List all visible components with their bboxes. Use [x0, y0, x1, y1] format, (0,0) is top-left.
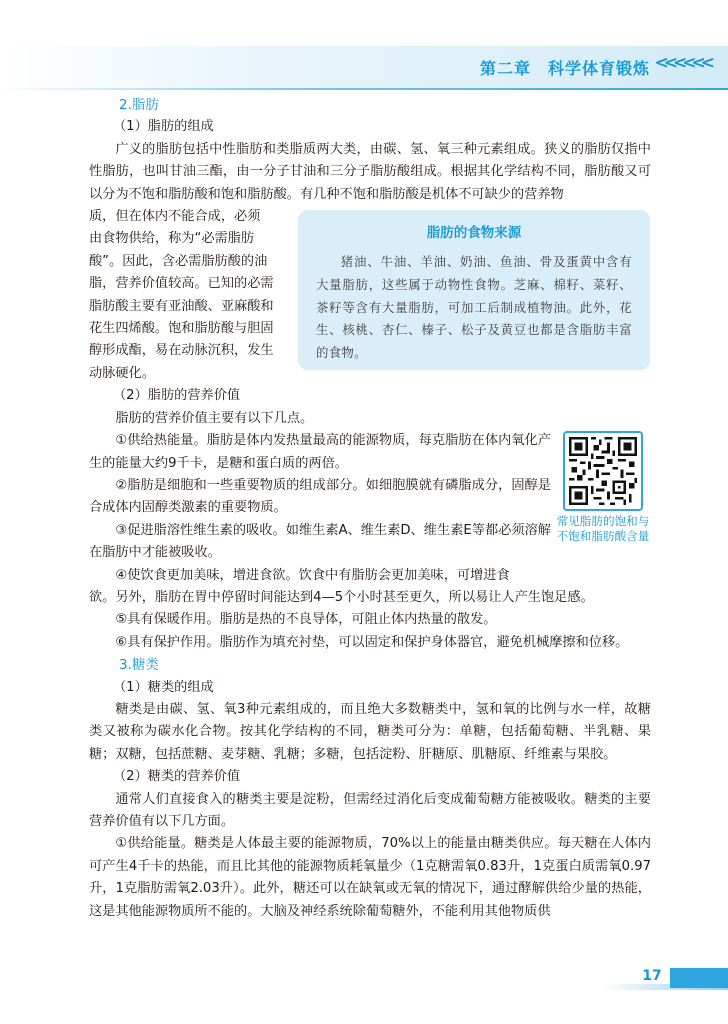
food-box-title: 脂肪的食物来源 [426, 225, 522, 242]
food-source-box [298, 210, 650, 370]
wrap-text-column [89, 206, 289, 385]
wrap-line: 质，但在体内不能合成，必须 [89, 209, 261, 225]
paragraph-sugar-value: 通常人们直接食入的糖类主要是淀粉，但需经过消化后变成葡萄糖方能被吸收。糖类的主要营养价值有以下几方面。 [89, 791, 651, 829]
wrap-line: 醇形成酯，易在动脉沉积，发生 [89, 343, 274, 359]
wrap-region [89, 206, 651, 385]
qr-code-block[interactable] [555, 431, 651, 543]
fat-point-6: ⑥具有保护作用。脂肪作为填充衬垫，可以固定和保护身体器官，避免机械摩擦和位移。 [115, 634, 629, 650]
wrap-line: 由食物供给，称为“必需脂肪 [89, 231, 255, 247]
footer-bar [670, 968, 728, 988]
subheading-fat-value: （2）脂肪的营养价值 [113, 388, 241, 404]
chapter-title: 第二章 科学体育锻炼 [479, 59, 650, 78]
paragraph-sugar-composition: 糖类是由碳、氢、氧3种元素组成的，而且绝大多数糖类中，氢和氧的比例与水一样，故糖类又被称为碳水化合物。按其化学结构的不同，糖类可分为：单糖，包括葡萄糖、半乳糖、果糖；双糖，包括蔗糖、麦芽糖、乳糖；多糖，包括淀粉、肝糖原、肌糖原、纤维素与果胶。 [89, 701, 651, 762]
wrap-line: 动脉硬化。 [89, 365, 155, 381]
fat-point-5: ⑤具有保暖作用。脂肪是热的不良导体，可阻止体内热量的散发。 [115, 612, 497, 628]
paragraph-fat-value-intro: 脂肪的营养价值主要有以下几点。 [115, 410, 314, 426]
qr-caption: 常见脂肪的饱和与不饱和脂肪酸含量 [556, 514, 650, 543]
subheading-sugar-composition: （1）糖类的组成 [113, 679, 214, 695]
section-heading-fat: 2.脂肪 [119, 97, 159, 113]
fat-point-2: ②脂肪是细胞和一些重要物质的组成部分。如细胞膜就有磷脂成分，固醇是合成体内固醇类激素的重要物质。 [89, 477, 551, 516]
wrap-line: 酸”。因此，含必需脂肪酸的油 [89, 253, 268, 269]
chevrons-icon: <<<<<< [654, 53, 710, 73]
wrap-line: 脂肪酸主要有亚油酸、亚麻酸和 [89, 298, 274, 314]
fat-point-4-first: ④使饮食更加美味，增进食欲。饮食中有脂肪会更加美味，可增进食 [115, 567, 510, 583]
section-heading-sugar: 3.糖类 [119, 657, 159, 674]
qr-code-icon[interactable] [563, 431, 643, 511]
wrap-line: 花生四烯酸。饱和脂肪酸与胆固 [89, 321, 274, 337]
food-box-text: 猪油、牛油、羊油、奶油、鱼油、骨及蛋黄中含有大量脂肪，这些属于动物性食物。芝麻、棉籽、菜籽、茶籽等含有大量脂肪，可加工后制成植物油。此外，花生、核桃、杏仁、榛子、松子及黄豆也都是含脂肪丰富的食物。 [316, 254, 632, 360]
header-rule [0, 88, 728, 90]
page-number: 17 [642, 968, 662, 984]
fat-point-1: ①供给热能量。脂肪是体内发热量最高的能源物质，每克脂肪在体内氧化产生的能量大约9千卡，是糖和蛋白质的两倍。 [89, 433, 551, 471]
wrap-line: 脂，营养价值较高。已知的必需 [89, 276, 274, 292]
fat-point-3: ③促进脂溶性维生素的吸收。如维生素A、维生素D、维生素E等都必须溶解在脂肪中才能被吸收。 [89, 522, 551, 561]
qr-adjacent-text [89, 430, 551, 587]
subheading-fat-composition: （1）脂肪的组成 [113, 119, 214, 135]
fat-point-4-rest: 欲。另外，脂肪在胃中停留时间能达到4—5个小时甚至更久，所以易让人产生饱足感。 [89, 589, 594, 605]
sugar-point-1: ①供给能量。糖类是人体最主要的能源物质，70%以上的能量由糖类供应。每天糖在人体内可产生4千卡的热能，而且比其他的能源物质耗氧量少（1克糖需氧0.83升，1克蛋白质需氧0.97升，1克脂肪需氧2.03升）。此外，糖还可以在缺氧或无氧的情况下，通过酵解供给少量的热能，这是其他能源物质所不能的。大脑及神经系统除葡萄糖外，不能利用其他物质供 [89, 836, 651, 919]
paragraph-fat-composition: 广义的脂肪包括中性脂肪和类脂质两大类，由碳、氢、氧三种元素组成。狭义的脂肪仅指中性脂肪，也叫甘油三酯，由一分子甘油和三分子脂肪酸组成。根据其化学结构不同，脂肪酸又可以分为不饱和脂肪酸和饱和脂肪酸。有几种不饱和脂肪酸是机体不可缺少的营养物 [89, 141, 651, 202]
page-content [89, 94, 651, 923]
subheading-sugar-value: （2）糖类的营养价值 [113, 769, 241, 785]
